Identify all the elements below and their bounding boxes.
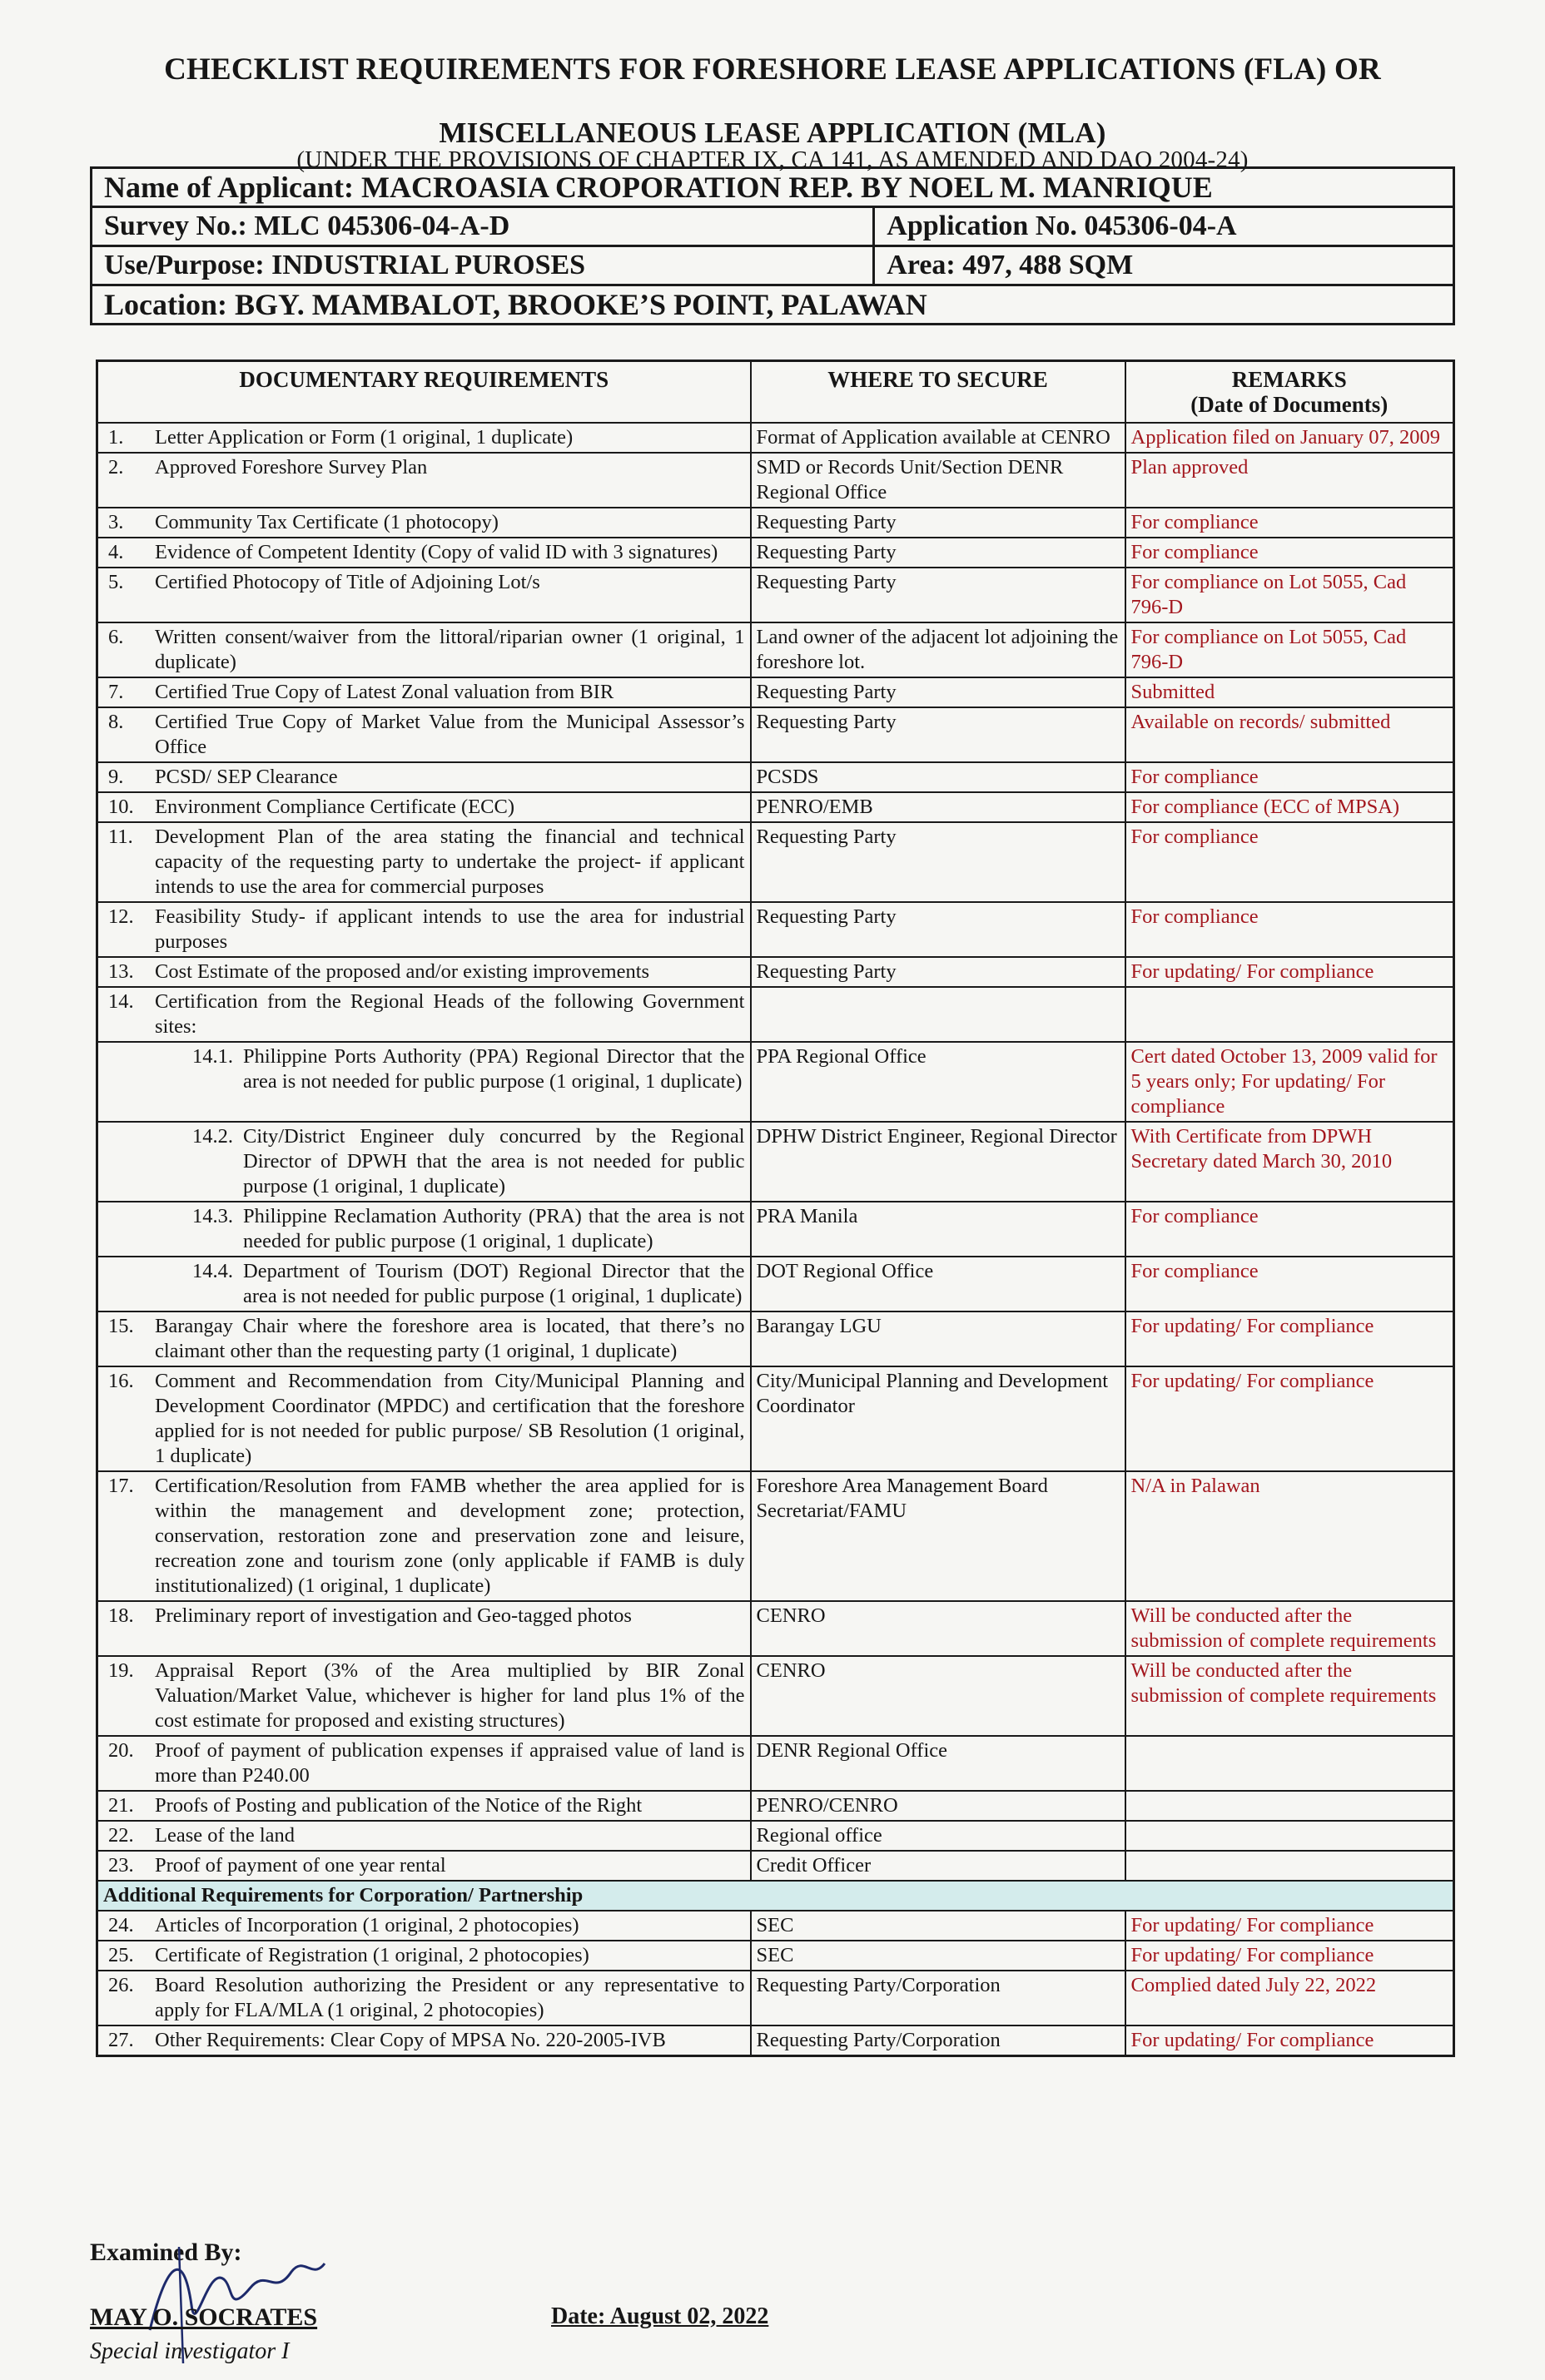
requirement-cell xyxy=(97,792,751,822)
requirement-cell xyxy=(97,762,751,792)
where-to-secure-cell: DENR Regional Office xyxy=(751,1736,1125,1791)
examined-by-label: Examined By: xyxy=(90,2239,242,2266)
where-to-secure-cell: PCSDS xyxy=(751,762,1125,792)
requirement-text: Development Plan of the area stating the financial and technical capacity of the requesting party to undertake the project- if applicant intends to use the area for commercial purposes xyxy=(155,826,745,898)
area: Area: 497, 488 SQM xyxy=(874,246,1454,285)
where-to-secure-cell: DOT Regional Office xyxy=(751,1257,1125,1311)
remarks-cell: For updating/ For compliance xyxy=(1125,2025,1454,2056)
remarks-cell: N/A in Palawan xyxy=(1125,1471,1454,1601)
requirement-text: City/District Engineer duly concurred by the Regional Director of DPWH that the area is not needed for public purpose (1 original, 1 duplicate) xyxy=(243,1125,745,1197)
where-to-secure-cell: Requesting Party xyxy=(751,677,1125,707)
requirement-cell xyxy=(97,1736,751,1791)
table-row xyxy=(97,792,1454,822)
requirement-text: Lease of the land xyxy=(155,1824,296,1847)
requirement-text: Other Requirements: Clear Copy of MPSA No. 220-2005-IVB xyxy=(155,2029,666,2051)
item-number: 12. xyxy=(108,905,134,928)
requirement-text: Department of Tourism (DOT) Regional Director that the area is not needed for public purpose (1 original, 1 duplicate) xyxy=(243,1260,745,1307)
item-number: 14.2. xyxy=(192,1125,233,1148)
table-row xyxy=(97,423,1454,453)
requirement-cell xyxy=(97,453,751,508)
item-number: 7. xyxy=(108,681,124,703)
requirement-cell xyxy=(97,423,751,453)
requirement-text: Feasibility Study- if applicant intends to use the area for industrial purposes xyxy=(155,905,745,953)
where-to-secure-cell: PPA Regional Office xyxy=(751,1042,1125,1122)
where-to-secure-cell: Requesting Party/Corporation xyxy=(751,2025,1125,2056)
remarks-cell: With Certificate from DPWH Secretary dated March 30, 2010 xyxy=(1125,1122,1454,1202)
table-row xyxy=(97,957,1454,987)
header-where: WHERE TO SECURE xyxy=(751,361,1125,424)
document-date: Date: August 02, 2022 xyxy=(551,2303,769,2329)
requirement-cell xyxy=(97,1601,751,1656)
requirement-text: Articles of Incorporation (1 original, 2 photocopies) xyxy=(155,1914,579,1936)
requirement-text: Written consent/waiver from the littoral/riparian owner (1 original, 1 duplicate) xyxy=(155,626,745,673)
where-to-secure-cell: Foreshore Area Management Board Secretariat/FAMU xyxy=(751,1471,1125,1601)
requirement-text: Certificate of Registration (1 original, 2 photocopies) xyxy=(155,1944,589,1966)
item-number: 16. xyxy=(108,1370,134,1392)
item-number: 27. xyxy=(108,2029,134,2051)
remarks-cell: For updating/ For compliance xyxy=(1125,1366,1454,1471)
remarks-cell: For compliance xyxy=(1125,1202,1454,1257)
table-row xyxy=(97,1601,1454,1656)
where-to-secure-cell: SEC xyxy=(751,1911,1125,1941)
item-number: 19. xyxy=(108,1659,134,1682)
where-to-secure-cell: Barangay LGU xyxy=(751,1311,1125,1366)
header-remarks xyxy=(1125,361,1454,424)
item-number: 3. xyxy=(108,511,124,533)
table-row xyxy=(97,1122,1454,1202)
remarks-cell: For updating/ For compliance xyxy=(1125,1311,1454,1366)
remarks-cell: Application filed on January 07, 2009 xyxy=(1125,423,1454,453)
table-row xyxy=(97,987,1454,1042)
requirement-text: Philippine Ports Authority (PPA) Regional Director that the area is not needed for public purpose (1 original, 1 duplicate) xyxy=(243,1045,745,1093)
requirement-cell xyxy=(97,622,751,677)
table-row xyxy=(97,677,1454,707)
remarks-cell: Available on records/ submitted xyxy=(1125,707,1454,762)
remarks-cell: For compliance on Lot 5055, Cad 796-D xyxy=(1125,568,1454,622)
table-row xyxy=(97,1471,1454,1601)
table-row xyxy=(97,508,1454,538)
requirement-cell xyxy=(97,1851,751,1881)
remarks-cell: Will be conducted after the submission of complete requirements xyxy=(1125,1601,1454,1656)
where-to-secure-cell: Regional office xyxy=(751,1821,1125,1851)
requirement-text: Certified Photocopy of Title of Adjoining Lot/s xyxy=(155,571,540,593)
requirement-text: Approved Foreshore Survey Plan xyxy=(155,456,428,478)
application-number: Application No. 045306-04-A xyxy=(874,207,1454,246)
requirement-text: PCSD/ SEP Clearance xyxy=(155,766,338,788)
table-row xyxy=(97,762,1454,792)
requirement-text: Certified True Copy of Latest Zonal valuation from BIR xyxy=(155,681,614,703)
remarks-cell: Cert dated October 13, 2009 valid for 5 years only; For updating/ For compliance xyxy=(1125,1042,1454,1122)
table-row xyxy=(97,1941,1454,1971)
table-row xyxy=(97,1042,1454,1122)
where-to-secure-cell: Requesting Party xyxy=(751,508,1125,538)
where-to-secure-cell: Requesting Party/Corporation xyxy=(751,1971,1125,2025)
requirement-text: Letter Application or Form (1 original, 1 duplicate) xyxy=(155,426,574,449)
requirement-text: Certification/Resolution from FAMB whether the area applied for is within the management and development zone; protection, conservation, restoration zone and preservation zone and leisure, recreation zone and tourism zone (only applicable if FAMB is duly institutionalized) (1 original, 1 duplicate) xyxy=(155,1475,745,1597)
remarks-cell: For compliance xyxy=(1125,538,1454,568)
where-to-secure-cell: PENRO/EMB xyxy=(751,792,1125,822)
remarks-cell: For compliance (ECC of MPSA) xyxy=(1125,792,1454,822)
requirement-cell xyxy=(97,957,751,987)
item-number: 4. xyxy=(108,541,124,563)
applicant-info-table xyxy=(90,166,1455,325)
document-title-line3: (UNDER THE PROVISIONS OF CHAPTER IX, CA 141, AS AMENDED AND DAO 2004-24) xyxy=(296,146,1249,173)
item-number: 24. xyxy=(108,1914,134,1936)
where-to-secure-cell: CENRO xyxy=(751,1601,1125,1656)
remarks-cell: Complied dated July 22, 2022 xyxy=(1125,1971,1454,2025)
requirement-text: Proofs of Posting and publication of the Notice of the Right xyxy=(155,1794,643,1817)
table-row xyxy=(97,1821,1454,1851)
table-row xyxy=(97,822,1454,902)
requirement-cell xyxy=(97,677,751,707)
table-row xyxy=(97,1257,1454,1311)
requirement-cell xyxy=(97,1202,751,1257)
document-title-line2: MISCELLANEOUS LEASE APPLICATION (MLA) xyxy=(439,117,1106,149)
remarks-cell: For updating/ For compliance xyxy=(1125,1941,1454,1971)
requirement-cell xyxy=(97,2025,751,2056)
use-purpose: Use/Purpose: INDUSTRIAL PUROSES xyxy=(92,246,874,285)
requirement-cell xyxy=(97,1366,751,1471)
requirement-cell xyxy=(97,822,751,902)
remarks-cell: For compliance xyxy=(1125,822,1454,902)
table-row xyxy=(97,538,1454,568)
remarks-cell xyxy=(1125,987,1454,1042)
where-to-secure-cell: Credit Officer xyxy=(751,1851,1125,1881)
remarks-cell xyxy=(1125,1736,1454,1791)
requirement-cell xyxy=(97,1971,751,2025)
where-to-secure-cell: Format of Application available at CENRO xyxy=(751,423,1125,453)
where-to-secure-cell: PRA Manila xyxy=(751,1202,1125,1257)
requirement-cell xyxy=(97,1656,751,1736)
table-row xyxy=(97,1656,1454,1736)
requirement-cell xyxy=(97,1311,751,1366)
remarks-cell: Submitted xyxy=(1125,677,1454,707)
requirement-cell xyxy=(97,1821,751,1851)
signatory-name: MAY O. SOCRATES xyxy=(90,2303,318,2331)
table-row xyxy=(97,2025,1454,2056)
table-row xyxy=(97,1366,1454,1471)
requirement-text: Philippine Reclamation Authority (PRA) that the area is not needed for public purpose (1 original, 1 duplicate) xyxy=(243,1205,745,1252)
item-number: 26. xyxy=(108,1974,134,1996)
table-row xyxy=(97,1911,1454,1941)
where-to-secure-cell: Requesting Party xyxy=(751,902,1125,957)
remarks-cell: Will be conducted after the submission of complete requirements xyxy=(1125,1656,1454,1736)
table-row xyxy=(97,1971,1454,2025)
remarks-cell: For compliance xyxy=(1125,762,1454,792)
remarks-cell: For compliance xyxy=(1125,902,1454,957)
item-number: 1. xyxy=(108,426,124,449)
item-number: 2. xyxy=(108,456,124,478)
requirement-cell xyxy=(97,508,751,538)
requirement-text: Appraisal Report (3% of the Area multiplied by BIR Zonal Valuation/Market Value, whichever is higher for land plus 1% of the cost estimate for proposed and existing structures) xyxy=(155,1659,745,1732)
requirement-cell xyxy=(97,987,751,1042)
where-to-secure-cell: Requesting Party xyxy=(751,957,1125,987)
requirement-text: Board Resolution authorizing the President or any representative to apply for FLA/MLA (1 original, 2 photocopies) xyxy=(155,1974,745,2021)
remarks-cell: For compliance xyxy=(1125,508,1454,538)
requirement-text: Evidence of Competent Identity (Copy of valid ID with 3 signatures) xyxy=(155,541,718,563)
applicant-name: Name of Applicant: MACROASIA CROPORATION REP. BY NOEL M. MANRIQUE xyxy=(92,168,1454,207)
item-number: 14.4. xyxy=(192,1260,233,1282)
remarks-cell: For updating/ For compliance xyxy=(1125,957,1454,987)
item-number: 5. xyxy=(108,571,124,593)
item-number: 8. xyxy=(108,711,124,733)
item-number: 11. xyxy=(108,826,133,848)
item-number: 6. xyxy=(108,626,124,648)
item-number: 20. xyxy=(108,1739,134,1762)
requirement-text: Certified True Copy of Market Value from the Municipal Assessor’s Office xyxy=(155,711,745,758)
item-number: 9. xyxy=(108,766,124,788)
requirement-cell xyxy=(97,1042,751,1122)
header-requirements: DOCUMENTARY REQUIREMENTS xyxy=(97,361,751,424)
item-number: 23. xyxy=(108,1854,134,1877)
requirement-cell xyxy=(97,707,751,762)
item-number: 21. xyxy=(108,1794,134,1817)
item-number: 25. xyxy=(108,1944,134,1966)
requirement-cell xyxy=(97,1257,751,1311)
remarks-cell: For compliance xyxy=(1125,1257,1454,1311)
where-to-secure-cell: Requesting Party xyxy=(751,568,1125,622)
requirement-cell xyxy=(97,1941,751,1971)
remarks-cell xyxy=(1125,1821,1454,1851)
table-row xyxy=(97,622,1454,677)
where-to-secure-cell xyxy=(751,987,1125,1042)
location: Location: BGY. MAMBALOT, BROOKE’S POINT, PALAWAN xyxy=(92,285,1454,325)
item-number: 14.3. xyxy=(192,1205,233,1227)
header-remarks-label: REMARKS xyxy=(1231,367,1347,392)
where-to-secure-cell: City/Municipal Planning and Development Coordinator xyxy=(751,1366,1125,1471)
where-to-secure-cell: Requesting Party xyxy=(751,707,1125,762)
where-to-secure-cell: PENRO/CENRO xyxy=(751,1791,1125,1821)
requirement-text: Proof of payment of publication expenses if appraised value of land is more than P240.00 xyxy=(155,1739,745,1787)
requirement-cell xyxy=(97,1471,751,1601)
where-to-secure-cell: Requesting Party xyxy=(751,538,1125,568)
remarks-cell: For updating/ For compliance xyxy=(1125,1911,1454,1941)
table-row xyxy=(97,453,1454,508)
table-row xyxy=(97,1202,1454,1257)
additional-requirements-band xyxy=(97,1881,1454,1911)
document-title-line1: CHECKLIST REQUIREMENTS FOR FORESHORE LEASE APPLICATIONS (FLA) OR xyxy=(164,52,1381,87)
table-row xyxy=(97,1791,1454,1821)
requirements-table xyxy=(96,359,1455,2057)
requirement-cell xyxy=(97,538,751,568)
requirement-cell xyxy=(97,1911,751,1941)
where-to-secure-cell: Land owner of the adjacent lot adjoining the foreshore lot. xyxy=(751,622,1125,677)
table-row xyxy=(97,707,1454,762)
requirement-text: Cost Estimate of the proposed and/or existing improvements xyxy=(155,960,650,983)
header-remarks-sub: (Date of Documents) xyxy=(1190,392,1389,417)
remarks-cell xyxy=(1125,1851,1454,1881)
table-row xyxy=(97,568,1454,622)
where-to-secure-cell: CENRO xyxy=(751,1656,1125,1736)
where-to-secure-cell: SEC xyxy=(751,1941,1125,1971)
where-to-secure-cell: SMD or Records Unit/Section DENR Regional Office xyxy=(751,453,1125,508)
requirement-text: Community Tax Certificate (1 photocopy) xyxy=(155,511,499,533)
table-row xyxy=(97,1736,1454,1791)
item-number: 13. xyxy=(108,960,134,983)
band-label: Additional Requirements for Corporation/ Partnership xyxy=(97,1881,1454,1911)
requirement-text: Proof of payment of one year rental xyxy=(155,1854,446,1877)
item-number: 14. xyxy=(108,990,134,1013)
remarks-cell: For compliance on Lot 5055, Cad 796-D xyxy=(1125,622,1454,677)
requirement-text: Environment Compliance Certificate (ECC) xyxy=(155,796,515,818)
remarks-cell xyxy=(1125,1791,1454,1821)
table-row xyxy=(97,1311,1454,1366)
item-number: 18. xyxy=(108,1604,134,1627)
requirement-cell xyxy=(97,902,751,957)
table-row xyxy=(97,1851,1454,1881)
requirement-cell xyxy=(97,568,751,622)
requirement-text: Certification from the Regional Heads of the following Government sites: xyxy=(155,990,745,1038)
where-to-secure-cell: Requesting Party xyxy=(751,822,1125,902)
remarks-cell: Plan approved xyxy=(1125,453,1454,508)
requirement-text: Preliminary report of investigation and Geo-tagged photos xyxy=(155,1604,632,1627)
requirement-text: Barangay Chair where the foreshore area is located, that there’s no claimant other than the requesting party (1 original, 1 duplicate) xyxy=(155,1315,745,1362)
requirement-cell xyxy=(97,1791,751,1821)
where-to-secure-cell: DPHW District Engineer, Regional Director xyxy=(751,1122,1125,1202)
item-number: 15. xyxy=(108,1315,134,1337)
item-number: 17. xyxy=(108,1475,134,1497)
requirement-cell xyxy=(97,1122,751,1202)
requirement-text: Comment and Recommendation from City/Municipal Planning and Development Coordinator (MPDC) and certification that the foreshore applied for is not needed for public purpose/ SB Resolution (1 original, 1 duplicate) xyxy=(155,1370,745,1467)
item-number: 10. xyxy=(108,796,134,818)
item-number: 14.1. xyxy=(192,1045,233,1068)
survey-number: Survey No.: MLC 045306-04-A-D xyxy=(92,207,874,246)
item-number: 22. xyxy=(108,1824,134,1847)
table-row xyxy=(97,902,1454,957)
signatory-position: Special investigator I xyxy=(90,2338,290,2364)
